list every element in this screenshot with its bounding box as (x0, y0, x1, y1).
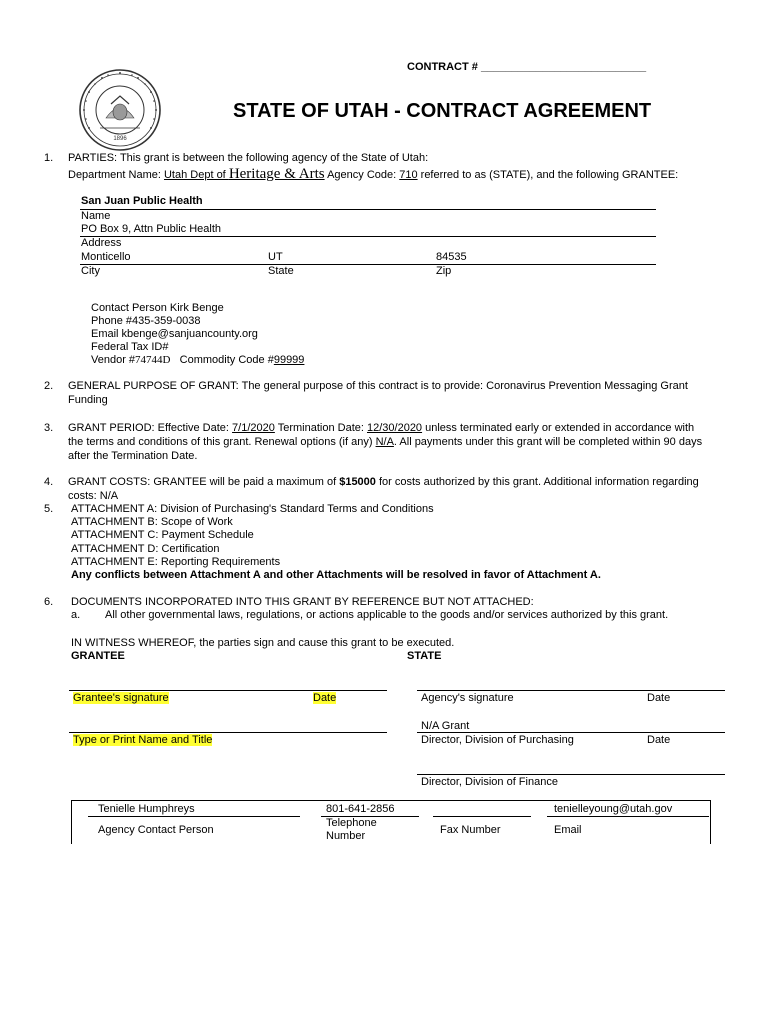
grantee-state-label: State (268, 265, 294, 277)
grantee-heading: GRANTEE (71, 650, 125, 662)
grantee-zip-label: Zip (436, 265, 452, 277)
section-3-line-2 (68, 436, 702, 448)
type-print-name-label: Type or Print Name and Title (73, 734, 213, 746)
director-purchasing-value: N/A Grant (421, 720, 470, 732)
witness-statement: IN WITNESS WHEREOF, the parties sign and cause this grant to be executed. (71, 637, 455, 649)
grantee-state-value: UT (268, 251, 283, 263)
grant-costs-text: GRANT COSTS: GRANTEE will be paid a maximum of (68, 476, 340, 488)
telephone-label-2: Number (326, 830, 366, 842)
contact-table-right-border (710, 800, 711, 844)
section-3-number: 3. (44, 422, 54, 434)
agency-contact-person-value: Tenielle Humphreys (98, 803, 195, 815)
section-6-heading: DOCUMENTS INCORPORATED INTO THIS GRANT BY REFERENCE BUT NOT ATTACHED: (71, 596, 534, 608)
department-value-2: Heritage & Arts (228, 166, 325, 182)
vendor-label: Vendor # (91, 354, 136, 366)
fax-number-line (433, 816, 531, 817)
agency-signature-label: Agency's signature (421, 692, 514, 704)
section-1-number: 1. (44, 152, 54, 164)
contract-number-label: CONTRACT # ___________________________ (407, 61, 647, 73)
section-6-number: 6. (44, 596, 54, 608)
grantee-signature-line[interactable] (69, 690, 387, 691)
agency-code-value: 710 (399, 169, 418, 181)
email-value: tenielleyoung@utah.gov (554, 803, 673, 815)
director-finance-label: Director, Division of Finance (421, 776, 558, 788)
agency-contact-person-line (88, 816, 300, 817)
contact-person: Contact Person Kirk Benge (91, 302, 224, 314)
email-line (547, 816, 709, 817)
attachment-d: ATTACHMENT D: Certification (71, 543, 220, 555)
section-1-intro: PARTIES: This grant is between the following agency of the State of Utah: (68, 152, 429, 164)
telephone-label-1: Telephone (326, 817, 377, 829)
grantee-address-value: PO Box 9, Attn Public Health (81, 223, 222, 235)
section-6-item-a: All other governmental laws, regulations, or actions applicable to the goods and/or services authorized by this grant. (105, 609, 669, 621)
vendor-line (91, 354, 304, 366)
director-purchasing-line[interactable] (417, 732, 725, 733)
contact-table-left-border (71, 800, 72, 844)
grantee-city-line (80, 264, 656, 265)
termination-label: Termination Date: (274, 422, 367, 434)
federal-tax-id: Federal Tax ID# (91, 341, 169, 353)
termination-date-value: 12/30/2020 (367, 422, 423, 434)
director-purchasing-label: Director, Division of Purchasing (421, 734, 574, 746)
department-label: Department Name: (68, 169, 164, 181)
director-finance-line[interactable] (417, 774, 725, 775)
telephone-value: 801-641-2856 (326, 803, 395, 815)
grantee-name-title-line[interactable] (69, 732, 387, 733)
grantee-zip-value: 84535 (436, 251, 467, 263)
section-4-line-1 (68, 476, 699, 488)
commodity-label: Commodity Code # (179, 354, 274, 366)
section-3-line-1 (68, 422, 694, 434)
grantee-city-label: City (81, 265, 100, 277)
section-4-line-2: costs: N/A (68, 490, 119, 502)
renewal-text: the terms and conditions of this grant. Renewal options (if any) (68, 436, 376, 448)
section-6-item-a-label: a. (71, 609, 81, 621)
effective-date-value: 7/1/2020 (232, 422, 275, 434)
email-label: Email (554, 824, 582, 836)
page-title: STATE OF UTAH - CONTRACT AGREEMENT (233, 100, 652, 122)
contact-phone: Phone #435-359-0038 (91, 315, 201, 327)
grant-amount-value: $15000 (339, 476, 376, 488)
attachment-a: ATTACHMENT A: Division of Purchasing's Standard Terms and Conditions (71, 503, 434, 515)
referred-text: referred to as (STATE), and the following GRANTEE: (417, 169, 679, 181)
attachment-e: ATTACHMENT E: Reporting Requirements (71, 556, 281, 568)
vendor-value: 74744D (135, 354, 171, 366)
section-2-line-2: Funding (68, 394, 108, 406)
attachment-b: ATTACHMENT B: Scope of Work (71, 516, 233, 528)
agency-contact-person-label: Agency Contact Person (98, 824, 214, 836)
grant-period-label: GRANT PERIOD: Effective Date: (68, 422, 233, 434)
renewal-value: N/A (375, 436, 394, 448)
section-3-line-3: after the Termination Date. (68, 450, 198, 462)
agency-code-label: Agency Code: (324, 169, 400, 181)
commodity-value: 99999 (273, 354, 305, 366)
section-5-number: 5. (44, 503, 54, 515)
grantee-name-line (80, 209, 656, 210)
attachment-c: ATTACHMENT C: Payment Schedule (71, 529, 254, 541)
state-heading: STATE (407, 650, 442, 662)
grantee-name-value: San Juan Public Health (81, 195, 203, 207)
fax-number-label: Fax Number (440, 824, 501, 836)
svg-text:1896: 1896 (113, 136, 127, 142)
department-value-1: Utah Dept of (163, 169, 229, 181)
purchasing-date-label: Date (647, 734, 671, 746)
section-2-number: 2. (44, 380, 54, 392)
agency-signature-line[interactable] (417, 690, 725, 691)
section-3-line-2-rest: . All payments under this grant will be completed within 90 days (393, 436, 703, 448)
attachment-conflicts-note: Any conflicts between Attachment A and other Attachments will be resolved in favor of Attachment A. (71, 569, 601, 581)
contact-table-top-border (71, 800, 711, 801)
grantee-city-value: Monticello (81, 251, 131, 263)
section-4-line-1-rest: for costs authorized by this grant. Additional information regarding (375, 476, 699, 488)
agency-date-label: Date (647, 692, 671, 704)
grantee-date-label: Date (313, 692, 337, 704)
grantee-name-label: Name (81, 210, 111, 222)
contact-email: Email kbenge@sanjuancounty.org (91, 328, 258, 340)
grantee-signature-label: Grantee's signature (73, 692, 169, 704)
state-seal-logo (78, 68, 162, 152)
department-line (68, 166, 678, 183)
section-3-line-1-rest: unless terminated early or extended in accordance with (422, 422, 695, 434)
grantee-address-line (80, 236, 656, 237)
section-2-line-1: GENERAL PURPOSE OF GRANT: The general purpose of this contract is to provide: Coronavirus Prevention Messaging Grant (68, 380, 688, 392)
grantee-address-label: Address (81, 237, 122, 249)
section-4-number: 4. (44, 476, 54, 488)
